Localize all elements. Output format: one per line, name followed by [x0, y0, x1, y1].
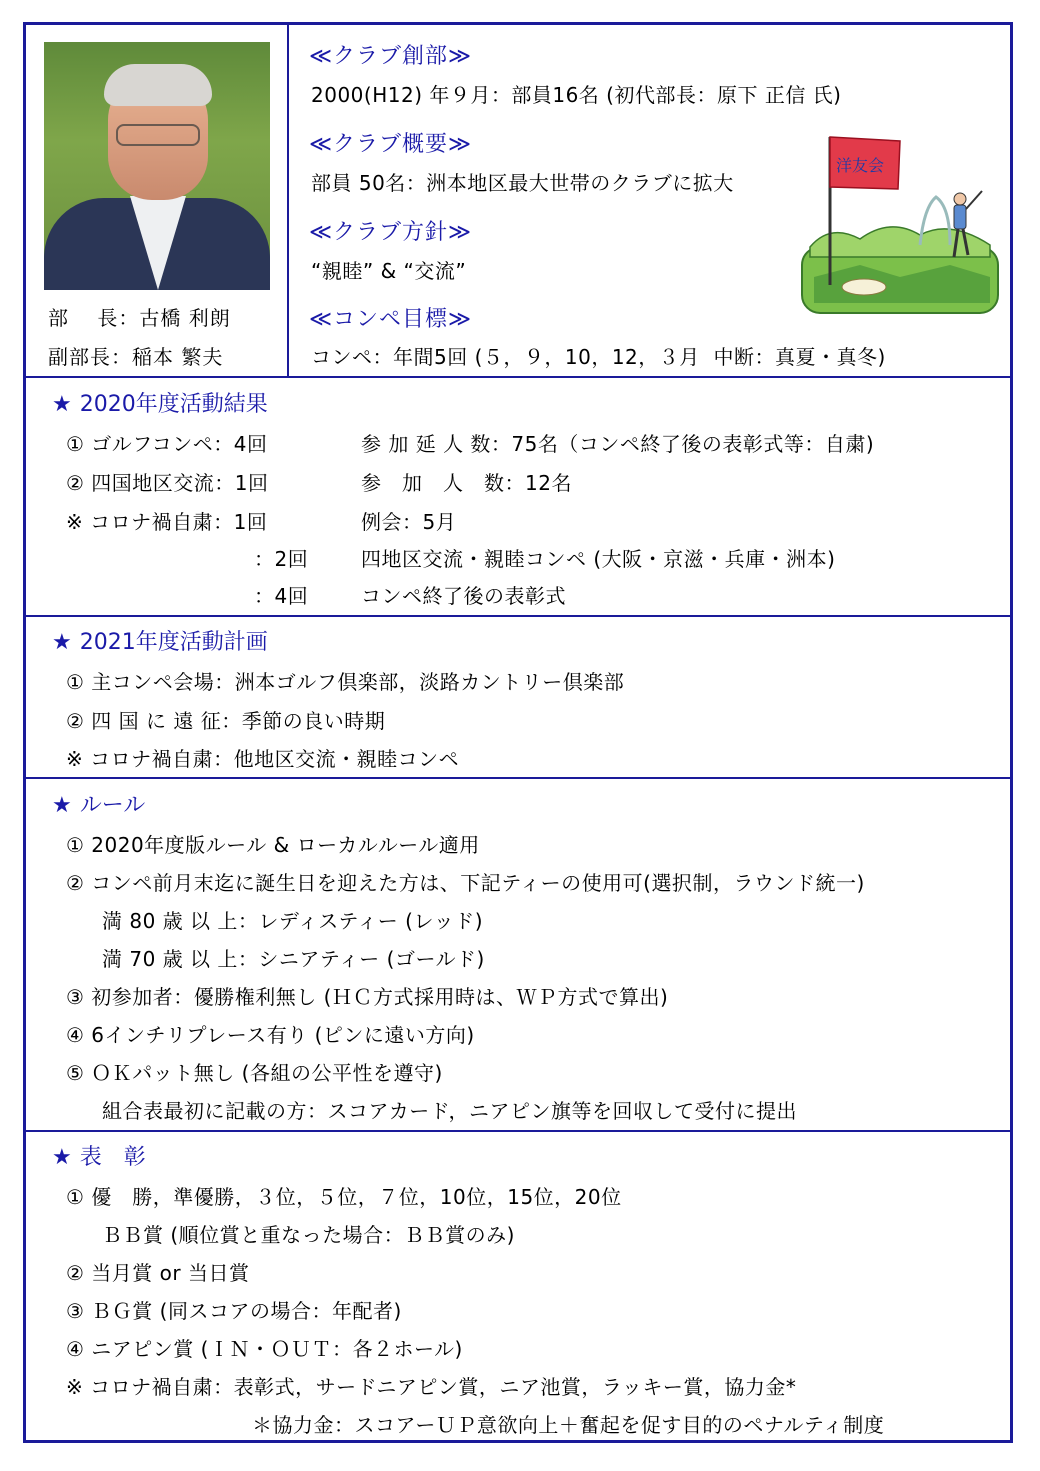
president-photo	[44, 42, 270, 290]
award-item: ③ ＢＧ賞 (同スコアの場合：年配者)	[66, 1299, 402, 1323]
award-item: ① 優 勝，準優勝，３位，５位，７位，10位，15位，20位	[66, 1185, 622, 1209]
divider	[26, 777, 1010, 779]
founding-heading: ≪クラブ創部≫	[309, 44, 473, 69]
divider	[26, 376, 1010, 378]
award-item: ※ コロナ禍自粛：表彰式，サードニアピン賞，ニア池賞，ラッキー賞，協力金*	[66, 1375, 797, 1399]
rule-item: ④ 6インチリプレース有り (ピンに遠い方向)	[66, 1023, 475, 1047]
overview-heading: ≪クラブ概要≫	[309, 132, 473, 157]
results-row-detail: 参 加 延 人 数：75名（コンペ終了後の表彰式等：自粛)	[361, 432, 875, 456]
rule-item: ① 2020年度版ルール & ローカルルール適用	[66, 833, 480, 857]
results-row-label: ※ コロナ禍自粛：1回	[66, 510, 268, 534]
star-icon: ★	[52, 630, 72, 655]
overview-text: 部員 50名：洲本地区最大世帯のクラブに拡大	[311, 171, 734, 195]
star-icon: ★	[52, 392, 72, 417]
rule-item: ③ 初参加者：優勝権利無し (ＨＣ方式採用時は、ＷＰ方式で算出)	[66, 985, 669, 1009]
plan-2021-title: ★ 2021年度活動計画	[52, 630, 268, 655]
award-item: ＢＢ賞 (順位賞と重なった場合：ＢＢ賞のみ)	[102, 1223, 515, 1247]
flag-text: 洋友会	[836, 156, 885, 175]
plan-item: ② 四 国 に 遠 征：季節の良い時期	[66, 709, 386, 733]
page-frame	[23, 22, 1013, 1443]
rule-item: ② コンペ前月末迄に誕生日を迎えた方は、下記ティーの使用可(選択制，ラウンド統一)	[66, 871, 865, 895]
rule-item: ⑤ ＯＫパット無し (各組の公平性を遵守)	[66, 1061, 443, 1085]
star-icon: ★	[52, 793, 72, 818]
results-row-label: ：2回	[254, 547, 309, 571]
vice-president-name: 副部長：稲本 繁夫	[48, 345, 224, 369]
award-item: ④ ニアピン賞 (ＩＮ・ＯＵＴ：各２ホール)	[66, 1337, 463, 1361]
award-item: ② 当月賞 or 当日賞	[66, 1261, 250, 1285]
founding-text: 2000(H12) 年９月：部員16名 (初代部長：原下 正信 氏)	[311, 83, 842, 107]
rule-item: 組合表最初に記載の方：スコアカード，ニアピン旗等を回収して受付に提出	[102, 1099, 797, 1123]
results-row-detail: 参 加 人 数：12名	[361, 471, 572, 495]
star-icon: ★	[52, 1145, 72, 1170]
plan-item: ※ コロナ禍自粛：他地区交流・親睦コンペ	[66, 747, 460, 771]
divider	[26, 1130, 1010, 1132]
award-item: ＊協力金：スコアーＵＰ意欲向上＋奮起を促す目的のペナルティ制度	[252, 1413, 885, 1437]
golf-illustration	[800, 127, 1000, 317]
results-row-detail: コンペ終了後の表彰式	[361, 584, 566, 608]
results-row-detail: 例会：5月	[361, 510, 457, 534]
goal-text: コンペ：年間5回 (５，９，10，12，３月 中断：真夏・真冬)	[311, 345, 886, 369]
awards-title: ★ 表 彰	[52, 1145, 146, 1170]
policy-text: “親睦” & “交流”	[311, 259, 467, 283]
policy-heading: ≪クラブ方針≫	[309, 220, 473, 245]
results-2020-title: ★ 2020年度活動結果	[52, 392, 268, 417]
results-row-detail: 四地区交流・親睦コンペ (大阪・京滋・兵庫・洲本)	[361, 547, 836, 571]
divider	[26, 615, 1010, 617]
rule-item: 満 70 歳 以 上：シニアティー (ゴールド)	[102, 947, 485, 971]
rules-title: ★ ルール	[52, 793, 146, 818]
results-row-label: ① ゴルフコンペ：4回	[66, 432, 268, 456]
goal-heading: ≪コンペ目標≫	[309, 307, 473, 332]
divider	[287, 25, 289, 376]
rule-item: 満 80 歳 以 上：レディスティー (レッド)	[102, 909, 484, 933]
plan-item: ① 主コンペ会場：洲本ゴルフ倶楽部，淡路カントリー倶楽部	[66, 670, 625, 694]
president-name: 部 長：古橋 利朗	[48, 306, 231, 330]
results-row-label: ② 四国地区交流：1回	[66, 471, 269, 495]
results-row-label: ：4回	[254, 584, 309, 608]
